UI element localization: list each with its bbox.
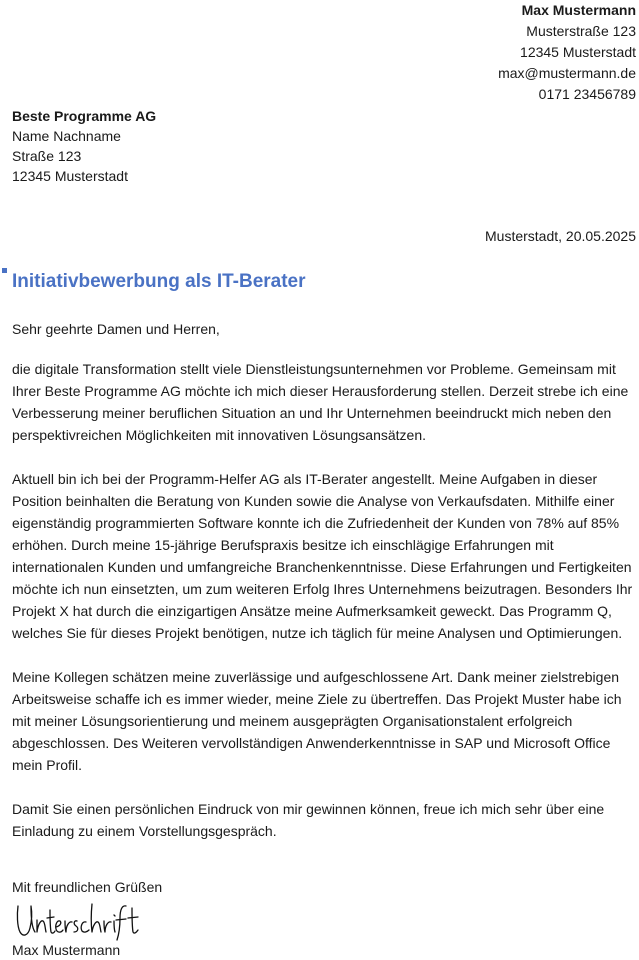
body-paragraph: Aktuell bin ich bei der Programm-Helfer AG als IT-Berater angestellt. Meine Aufgaben in dieser Position beinhalten die Beratung von Kunden sowie die Analyse von Verkaufsdaten. Mithilfe einer eigenständig programmierten Software konnte ich die Zufriedenheit der Kunden von 78% auf 85% erhöhen. Durch meine 15-jährige Berufspraxis besitze ich einschlägige Erfahrungen mit internationalen Kunden und umfangreiche Branchenkenntnisse. Diese Erfahrungen und Fertigkeiten möchte ich nun einsetzten, um zum weiteren Erfolg Ihres Unternehmens beizutragen. Besonders Ihr Projekt X hat durch die einzigartigen Ansätze meine Aufmerksamkeit geweckt. Das Programm Q, welches Sie für dieses Projekt benötigen, nutze ich täglich für meine Analysen und Optimierungen. — [12, 471, 633, 641]
body-paragraph: Damit Sie einen persönlichen Eindruck von mir gewinnen können, freue ich mich sehr über eine Einladung zu einem Vorstellungsgespräch. — [12, 801, 605, 839]
salutation: Sehr geehrte Damen und Herren, — [12, 321, 220, 337]
sender-email: max@mustermann.de — [498, 65, 636, 81]
body-paragraph: Meine Kollegen schätzen meine zuverlässige und aufgeschlossene Art. Dank meiner zielstrebigen Arbeitsweise schaffe ich es immer wieder, meine Ziele zu übertreffen. Das Projekt Muster habe ich mit meiner Lösungsorientierung und meinem ausgeprägten Organisationstalent erfolgreich abgeschlossen. Des Weiteren vervollständigen Anwenderkenntnisse in SAP und Microsoft Office mein Profil. — [12, 669, 622, 773]
sender-address-block — [498, 0, 636, 105]
letter-subject: Initiativbewerbung als IT-Berater — [12, 271, 306, 292]
sender-name: Max Mustermann — [521, 2, 636, 18]
recipient-street: Straße 123 — [12, 148, 82, 164]
handwritten-signature — [14, 900, 144, 942]
letter-date: Musterstadt, 20.05.2025 — [485, 228, 636, 244]
recipient-company: Beste Programme AG — [12, 108, 157, 124]
sender-phone: 0171 23456789 — [538, 86, 636, 102]
subject-marker — [2, 268, 7, 273]
closing-phrase: Mit freundlichen Grüßen — [12, 879, 163, 895]
sender-street: Musterstraße 123 — [526, 23, 636, 39]
signer-name: Max Mustermann — [12, 942, 121, 958]
recipient-city: 12345 Musterstadt — [12, 168, 128, 184]
recipient-address-block — [12, 106, 156, 186]
body-paragraph: die digitale Transformation stellt viele Dienstleistungsunternehmen vor Probleme. Gemeinsam mit Ihrer Beste Programme AG möchte ich mich dieser Herausforderung stellen. Derzeit strebe ich eine Verbesserung meiner beruflichen Situation an und Ihr Unternehmen beeindruckt mich neben den perspektivreichen Möglichkeiten mit innovativen Lösungsansätzen. — [12, 361, 629, 443]
sender-city: 12345 Musterstadt — [520, 44, 636, 60]
letter-body — [12, 318, 637, 864]
recipient-contact: Name Nachname — [12, 128, 121, 144]
